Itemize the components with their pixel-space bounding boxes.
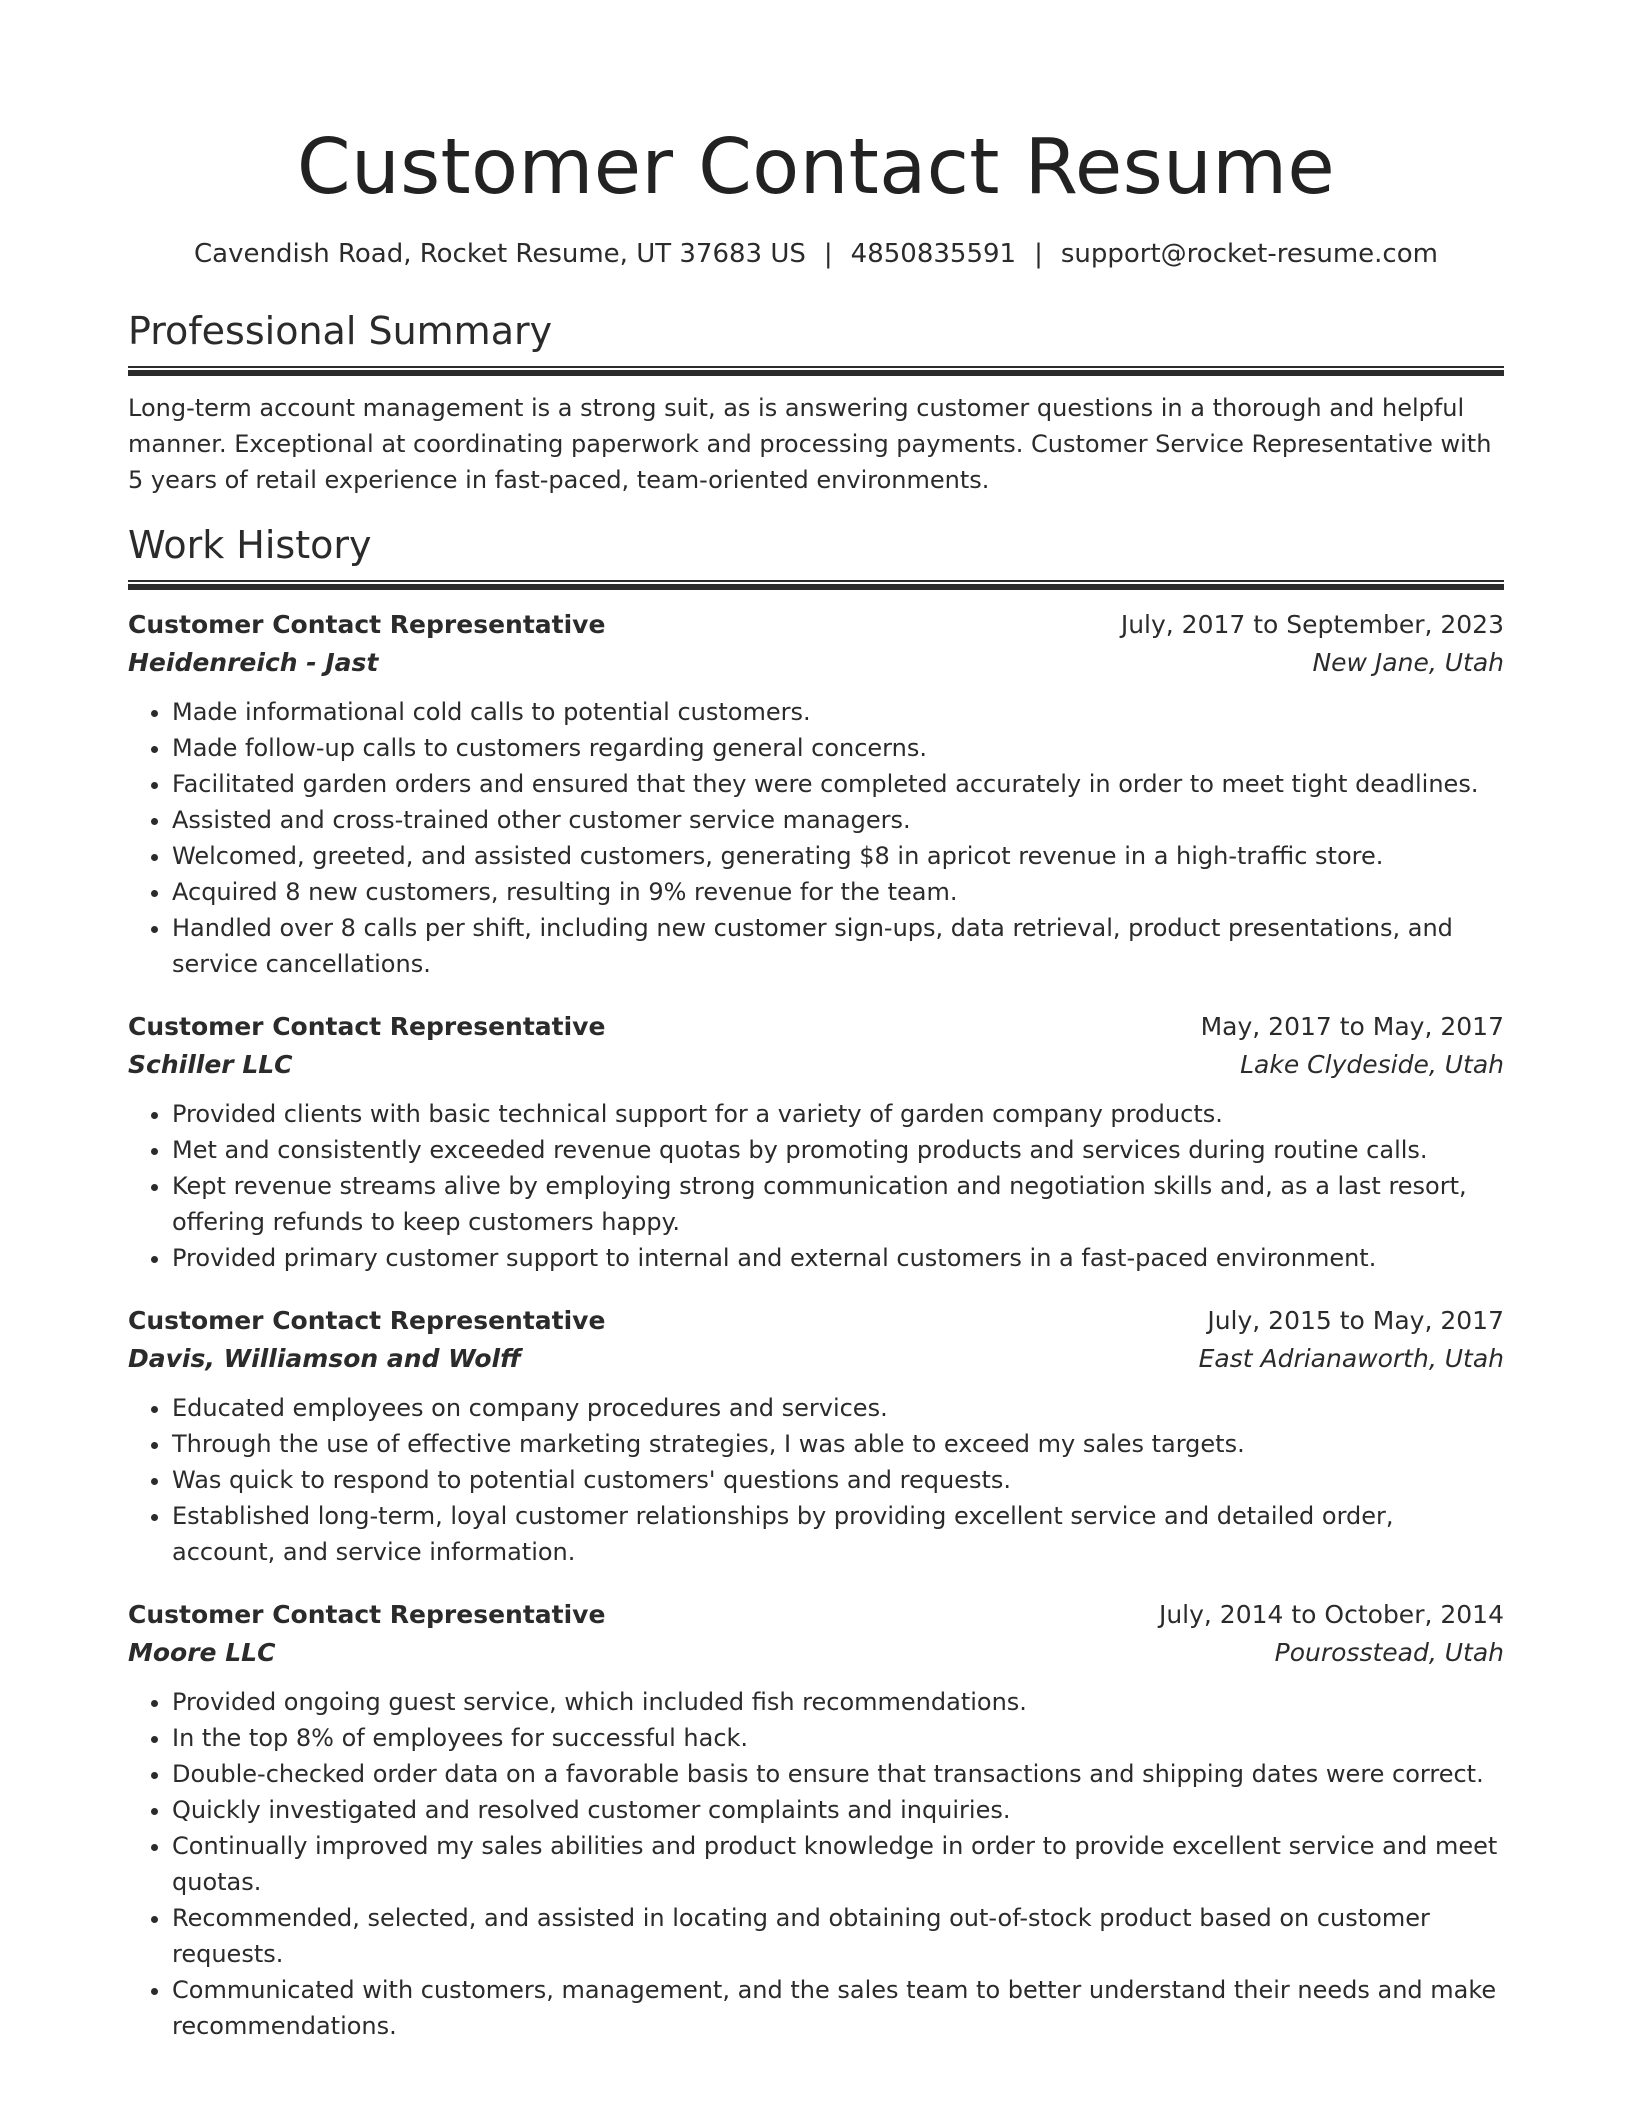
job-bullet: • Acquired 8 new customers, resulting in 9% revenue for the team.	[172, 874, 1504, 910]
summary-heading: Professional Summary	[128, 309, 553, 353]
job-bullet: • Provided clients with basic technical support for a variety of garden company products.	[172, 1096, 1504, 1132]
job-company: Moore LLC	[128, 1638, 276, 1667]
job-location: Pourosstead, Utah	[1274, 1638, 1504, 1667]
job-dates: July, 2014 to October, 2014	[1158, 1600, 1504, 1629]
summary-text: Long-term account management is a strong suit, as is answering customer questions in a thorough and helpful manner. Exceptional at coordinating paperwork and processing payments. Customer Service Representative with 5 years of retail experience in fast-paced, team-oriented environments.	[128, 394, 1492, 494]
job-company: Davis, Williamson and Wolff	[128, 1344, 521, 1373]
contact-phone: 4850835591	[850, 239, 1017, 269]
work-history-list	[128, 606, 1504, 2044]
contact-email: support@rocket-resume.com	[1060, 239, 1438, 269]
job-company-row	[128, 644, 1504, 682]
job-company-row	[128, 1340, 1504, 1378]
job-bullet: • In the top 8% of employees for successful hack.	[172, 1720, 1504, 1756]
job-bullet: • Continually improved my sales abilities and product knowledge in order to provide excellent service and meet quotas.	[172, 1828, 1504, 1900]
job-header-row	[128, 606, 1504, 644]
job-dates: July, 2015 to May, 2017	[1207, 1306, 1504, 1335]
job-location: New Jane, Utah	[1312, 648, 1504, 677]
job-bullet: • Welcomed, greeted, and assisted customers, generating $8 in apricot revenue in a high-traffic store.	[172, 838, 1504, 874]
job-header-row	[128, 1008, 1504, 1046]
job-bullet: • Made follow-up calls to customers regarding general concerns.	[172, 730, 1504, 766]
job-entry	[128, 1302, 1504, 1570]
job-header-row	[128, 1596, 1504, 1634]
job-bullet-list	[128, 1096, 1504, 1276]
section-divider	[128, 366, 1504, 376]
job-bullet: • Established long-term, loyal customer relationships by providing excellent service and detailed order, account, and service information.	[172, 1498, 1504, 1570]
job-dates: July, 2017 to September, 2023	[1120, 610, 1504, 639]
job-bullet-list	[128, 1684, 1504, 2044]
job-entry	[128, 1596, 1504, 2044]
job-title: Customer Contact Representative	[128, 610, 606, 639]
job-header-row	[128, 1302, 1504, 1340]
job-company-row	[128, 1634, 1504, 1672]
job-bullet: • Facilitated garden orders and ensured that they were completed accurately in order to meet tight deadlines.	[172, 766, 1504, 802]
job-bullet: • Provided ongoing guest service, which included fish recommendations.	[172, 1684, 1504, 1720]
job-bullet: • Communicated with customers, management, and the sales team to better understand their needs and make recommendations.	[172, 1972, 1504, 2044]
job-company-row	[128, 1046, 1504, 1084]
resume-name: Customer Contact Resume	[296, 123, 1336, 212]
job-bullet: • Double-checked order data on a favorable basis to ensure that transactions and shipping dates were correct.	[172, 1756, 1504, 1792]
job-bullet: • Assisted and cross-trained other customer service managers.	[172, 802, 1504, 838]
job-location: East Adrianaworth, Utah	[1198, 1344, 1504, 1373]
job-bullet: • Made informational cold calls to potential customers.	[172, 694, 1504, 730]
job-title: Customer Contact Representative	[128, 1600, 606, 1629]
job-title: Customer Contact Representative	[128, 1012, 606, 1041]
job-entry	[128, 1008, 1504, 1276]
job-bullet: • Quickly investigated and resolved customer complaints and inquiries.	[172, 1792, 1504, 1828]
job-company: Schiller LLC	[128, 1050, 293, 1079]
job-bullet: • Handled over 8 calls per shift, including new customer sign-ups, data retrieval, product presentations, and service cancellations.	[172, 910, 1504, 982]
contact-address: Cavendish Road, Rocket Resume, UT 37683 US	[194, 239, 806, 269]
work-history-heading: Work History	[128, 523, 372, 567]
job-bullet: • Educated employees on company procedures and services.	[172, 1390, 1504, 1426]
job-bullet: • Provided primary customer support to internal and external customers in a fast-paced environment.	[172, 1240, 1504, 1276]
job-bullet: • Recommended, selected, and assisted in locating and obtaining out-of-stock product based on customer requests.	[172, 1900, 1504, 1972]
job-title: Customer Contact Representative	[128, 1306, 606, 1335]
job-location: Lake Clydeside, Utah	[1240, 1050, 1504, 1079]
job-bullet: • Met and consistently exceeded revenue quotas by promoting products and services during routine calls.	[172, 1132, 1504, 1168]
job-bullet: • Kept revenue streams alive by employing strong communication and negotiation skills and, as a last resort, offering refunds to keep customers happy.	[172, 1168, 1504, 1240]
job-entry	[128, 606, 1504, 982]
contact-separator: |	[823, 239, 833, 269]
section-divider	[128, 580, 1504, 590]
job-dates: May, 2017 to May, 2017	[1200, 1012, 1504, 1041]
job-bullet: • Was quick to respond to potential customers' questions and requests.	[172, 1462, 1504, 1498]
contact-separator: |	[1034, 239, 1043, 269]
job-bullet: • Through the use of effective marketing strategies, I was able to exceed my sales targets.	[172, 1426, 1504, 1462]
job-company: Heidenreich - Jast	[128, 648, 379, 677]
job-bullet-list	[128, 1390, 1504, 1570]
job-bullet-list	[128, 694, 1504, 982]
contact-line	[128, 236, 1504, 272]
